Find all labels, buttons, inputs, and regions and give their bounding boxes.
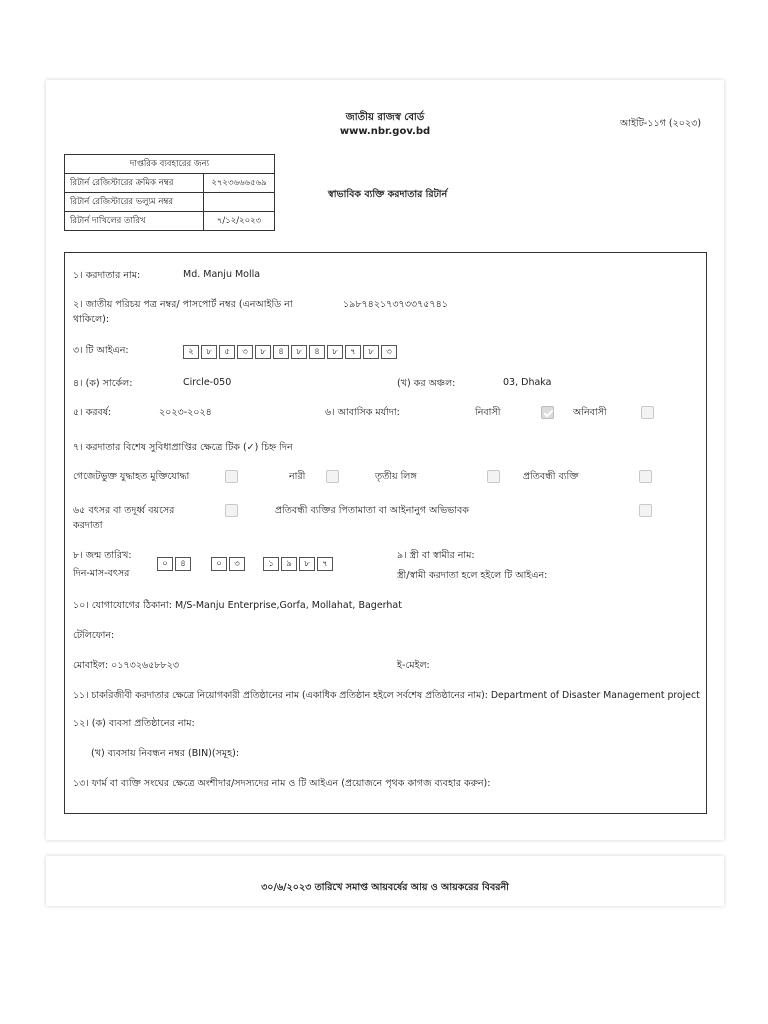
tin-digit: ৪ <box>273 345 289 359</box>
tin-digit: ২ <box>183 345 199 359</box>
senior-checkbox[interactable] <box>225 504 238 517</box>
disabled-checkbox[interactable] <box>639 470 652 483</box>
resident-checkbox[interactable] <box>541 406 554 419</box>
tin-digit: ৫ <box>219 345 235 359</box>
q9-spouse-tin-label: স্ত্রী/স্বামী করদাতা হলে হইলে টি আইএন: <box>397 570 548 581</box>
office-row-label: রিটার্ন রেজিস্টারের ভল্যুম নম্বর <box>65 193 204 212</box>
taxpayer-info-box <box>64 252 707 814</box>
circle-value: Circle-050 <box>183 377 232 388</box>
guardian-label: প্রতিবন্ধী ব্যক্তির পিতামাতা বা আইনানুগ অভিভাবক <box>275 505 469 516</box>
q10-address: ১০। যোগাযোগের ঠিকানা: M/S-Manju Enterprise,Gorfa, Mollahat, Bagerhat <box>73 600 402 611</box>
tin-digit: ৮ <box>201 345 217 359</box>
mobile-label: মোবাইল: ০১৭৩২৬৫৮৮২৩ <box>73 660 180 671</box>
third-gender-label: তৃতীয় লিঙ্গ <box>375 471 417 482</box>
q12a-label: ১২। (ক) ব্যবসা প্রতিষ্ঠানের নাম: <box>73 718 195 729</box>
page2-title: ৩০/৬/২০২৩ তারিখে সমাপ্ত আয়বর্ষের আয় ও আয়করের বিবরনী <box>261 882 509 893</box>
q2-label-cont: থাকিলে): <box>73 314 110 325</box>
tax-year-value: ২০২৩-২০২৪ <box>159 407 212 418</box>
q6-label: ৬। আবাসিক মর্যাদা: <box>325 407 400 418</box>
female-label: নারী <box>289 471 306 482</box>
tin-digit: ৩ <box>237 345 253 359</box>
q4a-label: ৪। (ক) সার্কেল: <box>73 378 133 389</box>
form-page-2 <box>46 856 724 906</box>
office-use-table <box>64 154 275 231</box>
tin-digit: ৭ <box>345 345 361 359</box>
tin-digit: ৪ <box>309 345 325 359</box>
q12b-label: (খ) ব্যবসায় নিবন্ধন নম্বর (BIN)(সমূহ): <box>91 748 240 759</box>
tin-digit: ৩ <box>381 345 397 359</box>
q9-label: ৯। স্ত্রী বা স্বামীর নাম: <box>397 550 475 561</box>
q8-label: ৮। জন্ম তারিখ: <box>73 550 132 561</box>
table-row <box>65 174 275 193</box>
q2-label: ২। জাতীয় পরিচয় পত্র নম্বর/ পাসপোর্ট নম্বর (এনআইডি না <box>73 299 293 310</box>
dob-day-boxes <box>157 557 193 571</box>
email-label: ই-মেইল: <box>397 660 430 671</box>
dob-digit: ৪ <box>175 557 191 571</box>
q13-label: ১৩। ফার্ম বা ব্যক্তি সংঘের ক্ষেত্রে অংশীদার/সদস্যদের নাম ও টি আইএন (প্রয়োজনে পৃথক কাগজ ব্যবহার করুন): <box>73 778 491 789</box>
website: www.nbr.gov.bd <box>339 126 431 137</box>
gazette-checkbox[interactable] <box>225 470 238 483</box>
nid-value: ১৯৮৭৪২১৭৩৭৩৩৭৫৭৪১ <box>343 299 448 310</box>
dob-digit: ৭ <box>317 557 333 571</box>
q1-label: ১। করদাতার নাম: <box>73 270 141 281</box>
q4b-label: (খ) কর অঞ্চল: <box>397 378 456 389</box>
gazette-label: গেজেটভুক্ত যুদ্ধাহত মুক্তিযোদ্ধা <box>73 471 190 482</box>
org-name: জাতীয় রাজস্ব বোর্ড <box>345 112 425 123</box>
dob-digit: ৮ <box>299 557 315 571</box>
tin-digit: ৮ <box>255 345 271 359</box>
q7-label: ৭। করদাতার বিশেষ সুবিধাপ্রাপ্তির ক্ষেত্রে টিক (✓) চিহ্ন দিন <box>73 442 293 453</box>
resident-label: নিবাসী <box>475 407 501 418</box>
phone-label: টেলিফোন: <box>73 630 115 641</box>
office-row-label: রিটার্ন দাখিলের তারিখ <box>65 212 204 231</box>
female-checkbox[interactable] <box>326 470 339 483</box>
dob-digit: ০ <box>211 557 227 571</box>
q3-label: ৩। টি আইএন: <box>73 345 129 356</box>
disabled-label: প্রতিবন্ধী ব্যক্তি <box>523 471 579 482</box>
office-use-title: দাপ্তরিক ব্যবহারের জন্য <box>65 155 275 174</box>
table-row <box>65 193 275 212</box>
dob-digit: ৯ <box>281 557 297 571</box>
nonresident-label: অনিবাসী <box>573 407 607 418</box>
nonresident-checkbox[interactable] <box>641 406 654 419</box>
form-page-1 <box>46 80 724 840</box>
tin-digit: ৮ <box>327 345 343 359</box>
office-row-value: ৭/১২/২০২৩ <box>204 212 275 231</box>
guardian-checkbox[interactable] <box>639 504 652 517</box>
tin-digit: ৮ <box>363 345 379 359</box>
taxpayer-name-value: Md. Manju Molla <box>183 269 261 280</box>
q5-label: ৫। করবর্ষ: <box>73 407 112 418</box>
dob-digit: ০ <box>157 557 173 571</box>
form-title: স্বাভাবিক ব্যক্তি করদাতার রিটার্ন <box>328 189 448 200</box>
office-row-value <box>204 193 275 212</box>
dob-digit: ১ <box>263 557 279 571</box>
tax-zone-value: 03, Dhaka <box>503 377 552 388</box>
office-row-value: ২৭২৩৬৬৬৫৬৯ <box>204 174 275 193</box>
dob-year-boxes <box>263 557 335 571</box>
tin-digit: ৮ <box>291 345 307 359</box>
tin-boxes <box>183 345 399 359</box>
form-code: আইটি-১১গ (২০২৩) <box>620 118 702 129</box>
dob-month-boxes <box>211 557 247 571</box>
senior-label-cont: করদাতা <box>73 520 103 531</box>
q8-format: দিন-মাস-বৎসর <box>73 568 130 579</box>
senior-label: ৬৫ বৎসর বা তদূর্ধ্ব বয়সের <box>73 505 175 516</box>
table-row <box>65 212 275 231</box>
q11-employer: ১১। চাকরিজীবী করদাতার ক্ষেত্রে নিয়োগকারী প্রতিষ্ঠানের নাম (একাধিক প্রতিষ্ঠান হইলে সর্বশেষ প্রতিষ্ঠানের নাম): Department of Disaster Management project <box>73 690 700 701</box>
third-gender-checkbox[interactable] <box>487 470 500 483</box>
dob-digit: ৩ <box>229 557 245 571</box>
office-row-label: রিটার্ন রেজিস্টারের ক্রমিক নম্বর <box>65 174 204 193</box>
